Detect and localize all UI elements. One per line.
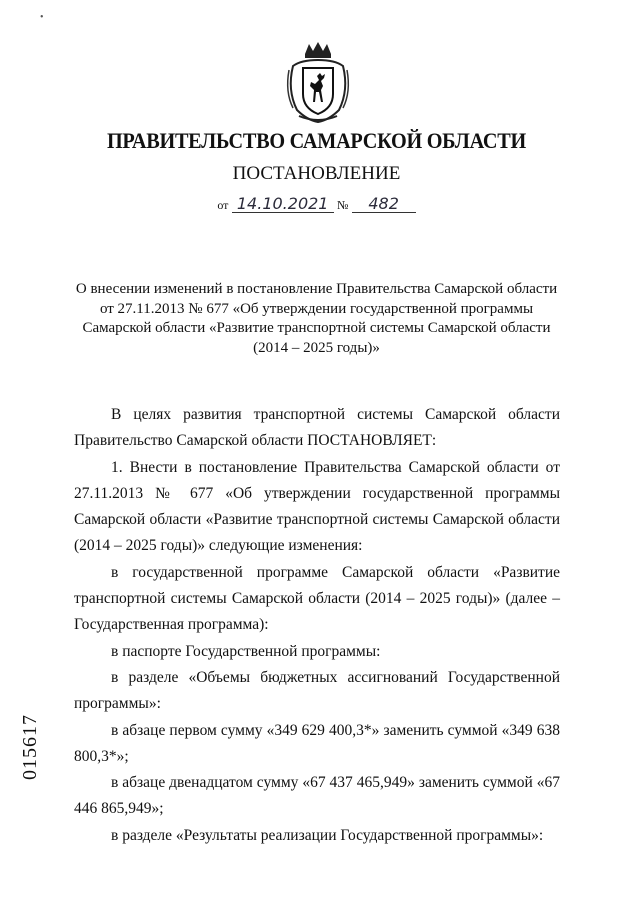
body-paragraph: в абзаце двенадцатом сумму «67 437 465,949» заменить суммой «67 446 865,949»; — [74, 774, 560, 818]
subject-line: Самарской области «Развитие транспортной системы Самарской области — [82, 320, 551, 336]
coat-of-arms-icon — [283, 40, 353, 124]
organization-title: ПРАВИТЕЛЬСТВО САМАРСКОЙ ОБЛАСТИ — [106, 128, 526, 153]
body-paragraph: в разделе «Результаты реализации Государственной программы»: — [111, 826, 544, 844]
document-body — [74, 402, 560, 849]
body-paragraph: В целях развития транспортной системы Самарской области Правительство Самарской области ПОСТАНОВЛЯЕТ: — [74, 406, 560, 450]
body-paragraph: в государственной программе Самарской области «Развитие транспортной системы Самарской области (2014 – 2025 годы)» (далее – Государственная программа): — [74, 563, 560, 634]
subject-line: О внесении изменений в постановление Правительства Самарской области — [75, 281, 558, 297]
subject-line: (2014 – 2025 годы)» — [253, 339, 380, 356]
document-subject — [64, 280, 569, 358]
date-prefix: от — [217, 198, 229, 212]
side-serial-number — [19, 706, 43, 780]
body-paragraph: в паспорте Государственной программы: — [111, 642, 381, 660]
document-type: ПОСТАНОВЛЕНИЕ — [232, 163, 401, 184]
document-date: 14.10.2021 — [232, 196, 334, 213]
body-paragraph: в разделе «Объемы бюджетных ассигнований Государственной программы»: — [74, 668, 560, 713]
corner-mark: • — [40, 12, 44, 23]
number-sign: № — [336, 198, 349, 212]
serial-number-text: 015617 — [19, 714, 41, 780]
body-paragraph: 1. Внести в постановление Правительства Самарской области от 27.11.2013 № 677 «Об утверждении государственной программы Самарской области «Развитие транспортной системы Самарской области (2014 – 2025 годы)» следующие изменения: — [74, 458, 560, 555]
subject-line: от 27.11.2013 № 677 «Об утверждении государственной программы — [99, 300, 534, 317]
date-number-line — [0, 196, 633, 213]
document-number: 482 — [352, 196, 416, 213]
body-paragraph: в абзаце первом сумму «349 629 400,3*» заменить суммой «349 638 800,3*»; — [74, 721, 560, 765]
